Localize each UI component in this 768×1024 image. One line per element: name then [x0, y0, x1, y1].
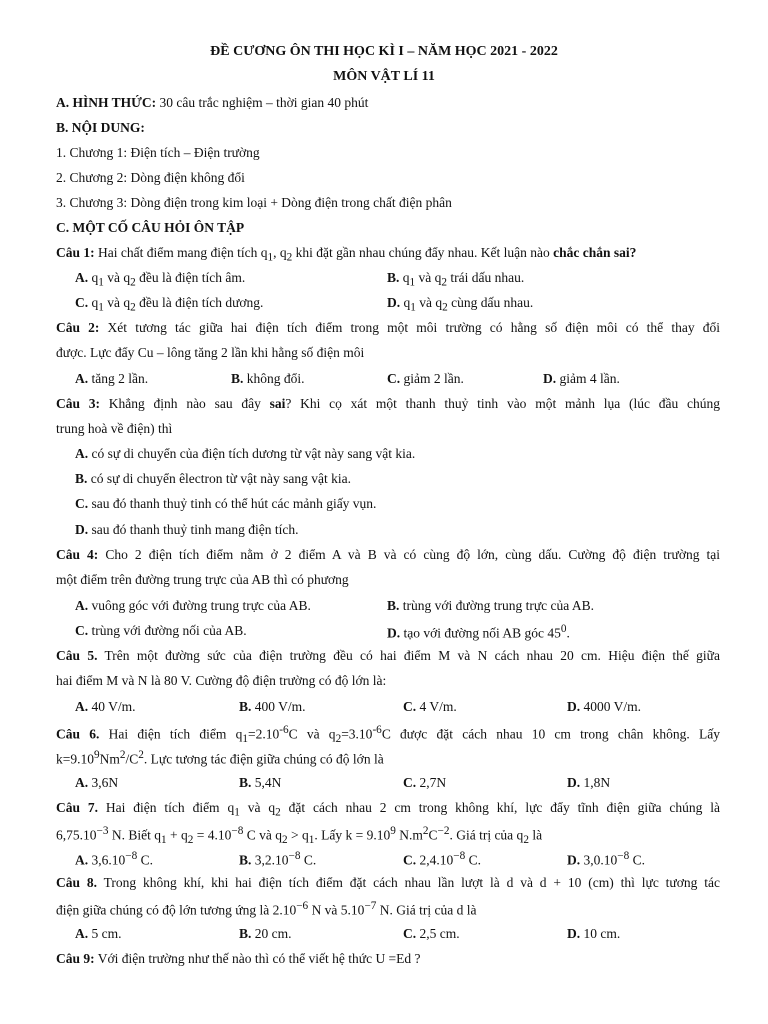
- sub: 2: [130, 301, 136, 314]
- option-c: [75, 496, 376, 512]
- option-letter: D.: [387, 295, 401, 310]
- section-b-heading: B. NỘI DUNG:: [56, 120, 145, 135]
- option-letter: B.: [387, 598, 400, 613]
- sub: 1: [409, 276, 416, 289]
- sup: −7: [364, 900, 377, 912]
- question-3-stem-cont: trung hoà về điện) thì: [56, 421, 173, 436]
- option-letter: A.: [75, 852, 89, 868]
- text: q: [400, 295, 411, 310]
- text: N và 5.10: [308, 902, 365, 918]
- option-b: [239, 926, 292, 942]
- option-d: [567, 699, 641, 715]
- option-letter: A.: [75, 446, 89, 461]
- sup: 2: [422, 825, 429, 837]
- text: 5,4N: [251, 775, 282, 790]
- option-letter: B.: [239, 775, 252, 790]
- option-letter: B.: [231, 371, 244, 386]
- text: .: [566, 625, 570, 641]
- sup: 2: [119, 749, 126, 761]
- text: , q: [273, 245, 287, 260]
- text: C.: [300, 852, 317, 868]
- text: Trong không khí, khi hai điện tích điểm đặt cách nhau lần lượt là d và d + 10 (cm) thì lực tương tác: [97, 875, 720, 890]
- text: q: [88, 270, 99, 285]
- section-b-item: 1. Chương 1: Điện tích – Điện trường: [56, 145, 260, 160]
- sub: 2: [523, 834, 529, 847]
- question-label: Câu 5.: [56, 648, 98, 663]
- text: Hai điện tích điểm q: [98, 800, 235, 815]
- option-letter: D.: [567, 775, 581, 790]
- text: =2.10: [247, 726, 280, 742]
- text: =3.10: [341, 726, 373, 742]
- text: . Giá trị của q: [449, 827, 524, 843]
- option-letter: C.: [75, 496, 89, 511]
- section-c-label: [56, 220, 244, 236]
- option-letter: D.: [567, 926, 581, 941]
- option-b: [239, 699, 306, 715]
- section-c-heading: C. MỘT CỐ CÂU HỎI ÔN TẬP: [56, 220, 245, 235]
- question-7-stem: [56, 800, 720, 819]
- question-label: Câu 9:: [56, 951, 95, 966]
- option-d: [567, 926, 620, 942]
- text: /C: [125, 751, 139, 767]
- text: sau đó thanh thuỷ tinh có thể hút các mảnh giấy vụn.: [88, 496, 377, 511]
- text: đều là điện tích âm.: [135, 270, 246, 285]
- option-letter: A.: [75, 699, 89, 714]
- text: N. Giá trị của d là: [376, 902, 477, 918]
- option-b: [239, 850, 316, 869]
- text: và q: [239, 800, 276, 815]
- sup: 9: [94, 749, 100, 761]
- question-label: Câu 2:: [56, 320, 100, 335]
- text: giảm 4 lần.: [556, 371, 620, 386]
- text: C và q: [243, 827, 282, 843]
- text: 1,8N: [580, 775, 611, 790]
- sub: 1: [160, 834, 167, 847]
- text: và q: [103, 295, 131, 310]
- text: tạo với đường nối AB góc 45: [400, 625, 561, 641]
- section-b-item: 3. Chương 3: Dòng điện trong kim loại + Dòng điện trong chất điện phân: [56, 195, 452, 210]
- option-d: [387, 623, 570, 642]
- text: cùng dấu nhau.: [447, 295, 534, 310]
- question-label: Câu 7.: [56, 800, 99, 815]
- sub: 1: [234, 806, 240, 819]
- sup: −2: [437, 825, 450, 837]
- option-letter: D.: [567, 699, 581, 714]
- text: C.: [629, 852, 645, 868]
- text: q: [88, 295, 99, 310]
- sub: 1: [308, 834, 315, 847]
- text: > q: [287, 827, 309, 843]
- option-letter: D.: [75, 522, 89, 537]
- question-5-stem: [56, 648, 720, 664]
- text: Với điện trường như thế nào thì có thể viết hệ thức U =Ed ?: [94, 951, 421, 966]
- sub: 1: [98, 276, 104, 289]
- text: 2,4.10: [416, 852, 454, 868]
- text: Trên một đường sức của điện trường đều có hai điểm M và N cách nhau 20 cm. Hiệu điện thế giữa: [97, 648, 720, 663]
- sub: 2: [187, 834, 194, 847]
- section-b-label: [56, 120, 145, 136]
- text: và q: [415, 270, 442, 285]
- text: . Lấy k = 9.10: [314, 827, 391, 843]
- sup: −8: [453, 850, 466, 862]
- question-label: Câu 8.: [56, 875, 98, 890]
- sub: 2: [130, 276, 136, 289]
- text: 3,2.10: [251, 852, 289, 868]
- emphasis: sai: [269, 396, 286, 411]
- text: Khẳng định nào sau đây: [100, 396, 270, 411]
- text: 4000 V/m.: [580, 699, 642, 714]
- text: 3,0.10: [580, 852, 618, 868]
- text: 6,75.10: [56, 827, 97, 843]
- option-c: [75, 623, 247, 639]
- text: giảm 2 lần.: [400, 371, 464, 386]
- question-3-stem: [56, 396, 720, 412]
- option-letter: C.: [387, 371, 401, 386]
- question-6-stem-cont: [56, 749, 384, 768]
- option-c: [387, 371, 464, 387]
- sub: 1: [242, 733, 248, 746]
- text: Xét tương tác giữa hai điện tích điểm trong một môi trường có hằng số điện môi có thể thay đổi: [99, 320, 720, 335]
- text: 3,6N: [88, 775, 119, 790]
- sub: 1: [98, 301, 104, 314]
- question-9-stem: [56, 951, 421, 967]
- question-2-stem: [56, 320, 720, 336]
- sub: 2: [281, 834, 288, 847]
- question-7-stem-cont: [56, 825, 542, 846]
- option-b: [231, 371, 305, 387]
- sup: -6: [372, 724, 382, 736]
- sup: −3: [96, 825, 109, 837]
- text: C và q: [288, 726, 336, 742]
- question-label: Câu 3:: [56, 396, 101, 411]
- text: vuông góc với đường trung trực của AB.: [88, 598, 311, 613]
- option-a: [75, 699, 136, 715]
- option-a: [75, 371, 148, 387]
- text: đặt cách nhau 2 cm trong không khí, lực đẩy tĩnh điện giữa chúng là: [280, 800, 720, 815]
- text: trùng với đường nối của AB.: [88, 623, 247, 638]
- option-b: [387, 270, 524, 289]
- question-2-stem-cont: được. Lực đẩy Cu – lông tăng 2 lần khi hằng số điện môi: [56, 345, 365, 360]
- text: Cho 2 điện tích điểm nằm ở 2 điểm A và B và có cùng độ lớn, cùng dấu. Cường độ điện trường tại: [98, 547, 720, 562]
- option-letter: B.: [239, 699, 252, 714]
- option-letter: B.: [387, 270, 400, 285]
- option-letter: C.: [403, 775, 417, 790]
- text: 2,5 cm.: [416, 926, 460, 941]
- text: 40 V/m.: [88, 699, 136, 714]
- text: 2,7N: [416, 775, 447, 790]
- text: 3,6.10: [88, 852, 126, 868]
- option-a: [75, 598, 311, 614]
- text: C: [428, 827, 438, 843]
- text: N. Biết q: [108, 827, 161, 843]
- sup: −8: [125, 850, 138, 862]
- sup: −8: [231, 825, 244, 837]
- text: C.: [465, 852, 481, 868]
- text: . Lực tương tác điện giữa chúng có độ lớn là: [143, 751, 384, 767]
- sup: −8: [617, 850, 630, 862]
- text: q: [399, 270, 410, 285]
- sub: 2: [275, 806, 281, 819]
- text: Hai chất điểm mang điện tích q: [94, 245, 268, 260]
- text: có sự di chuyển êlectron từ vật này sang vật kia.: [87, 471, 351, 486]
- text: N.m: [395, 827, 423, 843]
- question-label: Câu 4:: [56, 547, 99, 562]
- option-letter: B.: [239, 926, 252, 941]
- document-subtitle: MÔN VẬT LÍ 11: [333, 69, 435, 84]
- option-letter: B.: [75, 471, 88, 486]
- text: 5 cm.: [88, 926, 122, 941]
- option-c: [403, 775, 446, 791]
- text: C được đặt cách nhau 10 cm trong chân không. Lấy: [381, 726, 720, 742]
- sub: 1: [267, 251, 274, 264]
- section-a-label: A. HÌNH THỨC:: [56, 95, 157, 110]
- text: không đổi.: [243, 371, 305, 386]
- text: tăng 2 lần.: [88, 371, 149, 386]
- text: có sự di chuyển của điện tích dương từ vật này sang vật kia.: [88, 446, 416, 461]
- option-letter: C.: [403, 852, 417, 868]
- option-d: [387, 295, 533, 314]
- option-letter: D.: [567, 852, 581, 868]
- text: và q: [415, 295, 443, 310]
- option-b: [75, 471, 351, 487]
- option-letter: A.: [75, 926, 89, 941]
- text: 4 V/m.: [416, 699, 457, 714]
- section-a-text: 30 câu trắc nghiệm – thời gian 40 phút: [156, 95, 369, 110]
- option-letter: D.: [387, 625, 401, 641]
- option-c: [403, 926, 460, 942]
- sup: -6: [279, 724, 289, 736]
- option-letter: A.: [75, 775, 89, 790]
- text: 400 V/m.: [251, 699, 306, 714]
- question-1-stem: [56, 245, 636, 264]
- option-c: [75, 295, 263, 314]
- text: Hai điện tích điểm q: [99, 726, 243, 742]
- option-b: [239, 775, 281, 791]
- text: sau đó thanh thuỷ tinh mang điện tích.: [88, 522, 299, 537]
- sub: 2: [335, 733, 342, 746]
- question-4-stem-cont: một điểm trên đường trung trực của AB thì có phương: [56, 572, 349, 587]
- sub: 2: [286, 251, 293, 264]
- section-b-item: 2. Chương 2: Dòng điện không đổi: [56, 170, 245, 185]
- option-c: [403, 699, 457, 715]
- text: + q: [166, 827, 188, 843]
- sub: 2: [442, 301, 448, 314]
- sup: 2: [138, 749, 144, 761]
- option-letter: C.: [403, 699, 417, 714]
- text: điện giữa chúng có độ lớn tương ứng là 2.10: [56, 902, 297, 918]
- option-d: [567, 775, 610, 791]
- text: đều là điện tích dương.: [135, 295, 264, 310]
- option-d: [567, 850, 645, 869]
- question-label: Câu 6.: [56, 726, 100, 742]
- option-d: [75, 522, 298, 538]
- option-a: [75, 926, 122, 942]
- question-6-stem: [56, 724, 720, 745]
- question-label: Câu 1:: [56, 245, 95, 260]
- text: Nm: [99, 751, 120, 767]
- sub: 1: [410, 301, 416, 314]
- section-a: [56, 95, 368, 111]
- option-letter: C.: [75, 623, 89, 638]
- text: và q: [103, 270, 131, 285]
- sup: 0: [560, 623, 567, 635]
- sup: −8: [288, 850, 301, 862]
- text: trùng với đường trung trực của AB.: [399, 598, 595, 613]
- text: khi đặt gần nhau chúng đẩy nhau. Kết luận nào: [292, 245, 554, 260]
- option-letter: A.: [75, 270, 89, 285]
- text: ? Khi cọ xát một thanh thuỷ tinh vào một mảnh lụa (lúc đầu chúng: [285, 396, 720, 411]
- option-a: [75, 270, 245, 289]
- emphasis: chắc chắn sai?: [553, 245, 637, 260]
- option-letter: D.: [543, 371, 557, 386]
- question-5-stem-cont: hai điểm M và N là 80 V. Cường độ điện trường có độ lớn là:: [56, 673, 387, 688]
- text: 10 cm.: [580, 926, 621, 941]
- text: C.: [137, 852, 153, 868]
- option-letter: A.: [75, 598, 89, 613]
- option-letter: C.: [403, 926, 417, 941]
- option-a: [75, 446, 415, 462]
- question-4-stem: [56, 547, 720, 563]
- option-letter: B.: [239, 852, 252, 868]
- option-letter: C.: [75, 295, 89, 310]
- option-c: [403, 850, 481, 869]
- option-letter: A.: [75, 371, 89, 386]
- sup: −6: [296, 900, 309, 912]
- sub: 2: [441, 276, 448, 289]
- text: = 4.10: [193, 827, 232, 843]
- sup: 9: [390, 825, 396, 837]
- text: trái dấu nhau.: [447, 270, 525, 285]
- option-d: [543, 371, 620, 387]
- question-8-stem-cont: [56, 900, 477, 919]
- text: 20 cm.: [251, 926, 292, 941]
- option-a: [75, 775, 118, 791]
- text: là: [528, 827, 543, 843]
- document-title: ĐỀ CƯƠNG ÔN THI HỌC KÌ I – NĂM HỌC 2021 - 2022: [210, 44, 558, 59]
- option-b: [387, 598, 594, 614]
- question-8-stem: [56, 875, 720, 891]
- option-a: [75, 850, 153, 869]
- text: k=9.10: [56, 751, 94, 767]
